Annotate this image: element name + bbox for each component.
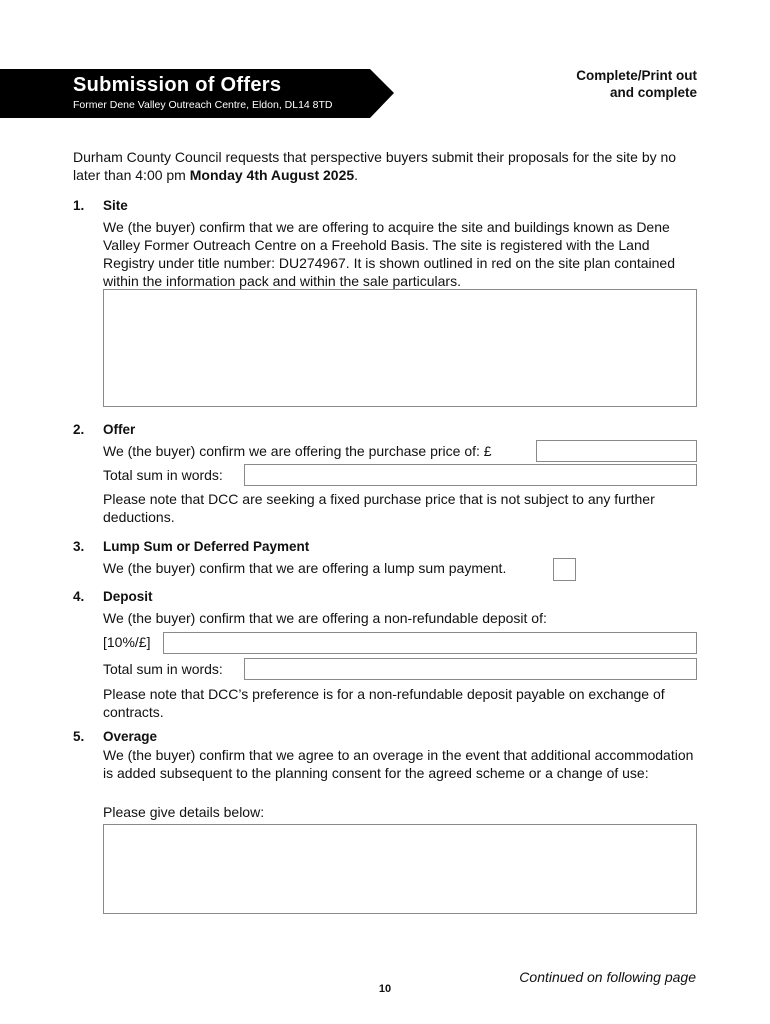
section-number-lump-sum: 3. [73, 539, 85, 554]
page-title: Submission of Offers [73, 74, 282, 96]
section-title-offer: Offer [103, 422, 136, 437]
offer-note: Please note that DCC are seeking a fixed purchase price that is not subject to any further deductions. [103, 491, 655, 525]
overage-details-label: Please give details below: [103, 804, 265, 820]
page-number: 10 [378, 983, 392, 995]
site-description: We (the buyer) confirm that we are offering to acquire the site and buildings known as Dene Valley Former Outreach Centre on a Freehold Basis. The site is registered with the Land Registry under title number: DU274967. It is shown outlined in red on the site plan contained within the information pack and within the sale particulars. [103, 219, 676, 289]
deadline-date: Monday 4th August 2025 [189, 167, 355, 183]
section-title-site: Site [103, 198, 128, 213]
page-subtitle: Former Dene Valley Outreach Centre, Eldon, DL14 8TD [73, 99, 333, 111]
section-title-lump-sum: Lump Sum or Deferred Payment [103, 539, 310, 554]
deposit-note: Please note that DCC’s preference is for a non-refundable deposit payable on exchange of contracts. [103, 686, 665, 720]
intro-end: . [354, 167, 359, 183]
overage-details-box[interactable] [103, 824, 697, 914]
section-title-deposit: Deposit [103, 589, 153, 604]
print-instruction: Complete/Print out and complete [576, 68, 697, 100]
continued-note: Continued on following page [519, 969, 696, 985]
offer-price-label: We (the buyer) confirm we are offering the purchase price of: £ [103, 443, 492, 459]
deposit-amount-field[interactable] [163, 632, 697, 654]
overage-text: We (the buyer) confirm that we agree to an overage in the event that additional accommodation is added subsequent to the planning consent for the agreed scheme or a change of use: [103, 747, 694, 781]
section-number-overage: 5. [73, 729, 85, 744]
deposit-words-field[interactable] [244, 658, 697, 680]
deposit-words-label: Total sum in words: [103, 661, 223, 677]
deposit-amount-label: [10%/£] [103, 634, 151, 650]
site-details-box[interactable] [103, 289, 697, 407]
section-number-offer: 2. [73, 422, 85, 437]
purchase-price-field[interactable] [536, 440, 697, 462]
section-number-site: 1. [73, 198, 85, 213]
lump-sum-text: We (the buyer) confirm that we are offering a lump sum payment. [103, 560, 507, 576]
offer-words-label: Total sum in words: [103, 467, 223, 483]
offer-words-field[interactable] [244, 464, 697, 486]
deposit-text: We (the buyer) confirm that we are offering a non-refundable deposit of: [103, 610, 547, 626]
lump-sum-checkbox[interactable] [553, 558, 576, 581]
intro-text: Durham County Council requests that perspective buyers submit their proposals for the site by no later than 4:00 pm [73, 149, 677, 183]
section-title-overage: Overage [103, 729, 158, 744]
intro-paragraph [73, 148, 683, 184]
section-number-deposit: 4. [73, 589, 85, 604]
